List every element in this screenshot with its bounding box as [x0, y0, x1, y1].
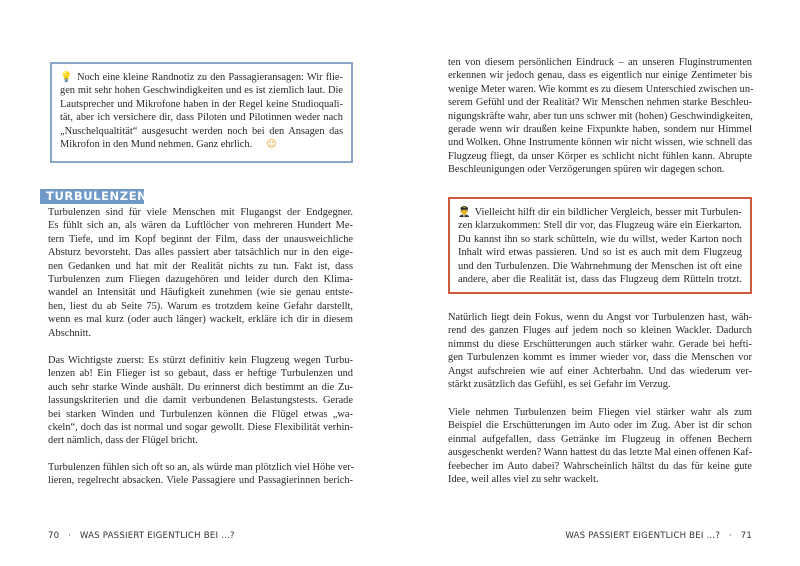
text-line	[448, 338, 752, 351]
text-line	[48, 327, 353, 340]
text-line	[448, 378, 752, 391]
page-footer	[565, 531, 752, 541]
text-line-content: Vielleicht hilft dir ein bildlicher Vergleich, besser mit Turbulen-	[474, 207, 742, 218]
pilot-icon: 👨‍✈️	[458, 207, 471, 218]
text-line	[448, 406, 752, 419]
text-line	[448, 324, 752, 337]
text-line-content: Turbulenzen fühlen sich oft so an, als würde man plötzlich viel Höhe ver-	[48, 462, 355, 473]
text-line-content: gen Turbulenzen kommt es immer wieder vor, dass die Menschen vor	[448, 352, 752, 364]
text-line	[458, 206, 742, 219]
text-line	[48, 461, 353, 474]
text-line	[60, 138, 343, 151]
text-line	[448, 83, 752, 96]
text-line-content: feebecher im Auto dabei? Wahrscheinlich hältst du das für keine gute	[448, 460, 752, 472]
text-line-content: wandel an Intensität und Häufigkeit zunehmen (wie sie genau entste-	[48, 287, 353, 299]
paragraph	[48, 206, 353, 340]
footer-separator: ·	[728, 531, 732, 541]
paragraph	[48, 461, 353, 488]
text-line	[60, 125, 343, 138]
text-line	[48, 474, 353, 487]
text-line-content: auch sehr starke Winde aushält. Du erinnerst dich bestimmt an die Zu-	[48, 381, 353, 393]
text-line-content: ckeln“, doch das ist normal und sogar gewollt. Diese Flexibilität verhin-	[48, 422, 353, 434]
text-line-content: hen, liest du ab Seite 75). Warum es trotzdem keine Gefahr darstellt,	[48, 300, 353, 312]
text-line	[458, 260, 742, 273]
text-line	[448, 419, 752, 432]
paragraph	[448, 406, 752, 486]
text-line-content: Du kannst ihn so stark schütteln, wie du willst, weder Karton noch	[458, 233, 742, 245]
text-line	[448, 460, 752, 473]
text-line-content: Das Wichtigste zuerst: Es stürzt definitiv kein Flugzeug wegen Turbu-	[48, 355, 353, 366]
paragraph	[448, 56, 752, 177]
page-number: 70	[48, 531, 60, 541]
paragraph	[48, 354, 353, 448]
running-title: WAS PASSIERT EIGENTLICH BEI …?	[565, 531, 721, 541]
text-line-content: serem Gefühl und der Realität? Wir Menschen nehmen starke Beschleu-	[448, 97, 752, 109]
text-line	[48, 394, 353, 407]
text-line-content: Viele nehmen Turbulenzen beim Fliegen viel stärker wahr als zum	[448, 407, 752, 418]
text-line-content: Turbulenzen zum Fliegen dazugehören und leider durch den Klima-	[48, 274, 353, 286]
text-line	[60, 98, 343, 111]
text-line	[48, 354, 353, 367]
text-line	[458, 246, 742, 259]
text-line	[60, 71, 343, 84]
text-line	[458, 219, 742, 232]
text-line	[448, 311, 752, 324]
text-line-content: Idee, weil alles viel zu sehr wackelt.	[448, 474, 599, 486]
footer-separator: ·	[68, 531, 72, 541]
text-line-content: einmal aufgefallen, dass Getränke im Flugzeug in offenen Bechern	[448, 433, 752, 445]
text-line	[448, 365, 752, 378]
text-line-content: bei starken Winden und Turbulenzen können die Flügel etwas „wa-	[48, 408, 353, 420]
pilot-tip-box	[448, 197, 752, 294]
text-line	[48, 367, 353, 380]
lightbulb-icon: 💡	[60, 72, 73, 83]
text-line-content: gen mit sehr hohen Geschwindigkeiten und es ist ziemlich laut. Die	[60, 85, 343, 97]
text-line	[48, 408, 353, 421]
text-line	[448, 163, 752, 176]
text-line-content: lenzen ab! Ein Flieger ist so gebaut, dass er heftige Turbulenzen und	[48, 368, 353, 380]
text-line	[448, 96, 752, 109]
text-line	[60, 84, 343, 97]
text-line-content: Noch eine kleine Randnotiz zu den Passagieransagen: Wir flie-	[76, 72, 344, 83]
text-line	[48, 313, 353, 326]
text-line-content: dert nämlich, dass der Flügel bricht.	[48, 435, 198, 447]
text-line	[48, 219, 353, 232]
page-footer	[48, 531, 235, 541]
text-line	[448, 56, 752, 69]
text-line-content: Mikrofon in den Mund nehmen. Ganz ehrlich.	[60, 139, 253, 151]
text-line-content: „Nuschelqualtität“ ausgesucht werden noch bei den Ansagen das	[60, 125, 343, 137]
text-line	[48, 246, 353, 259]
text-line-content: und den Turbulenzen. Die Wahrnehmung der Menschen ist oft eine	[458, 260, 742, 272]
text-line-content: erkennen wir jedoch genau, dass es eigentlich nur einige Zentimeter bis	[448, 70, 752, 82]
text-line	[448, 433, 752, 446]
text-line	[48, 286, 353, 299]
text-line-content: gerade wenn wir draußen keine Fixpunkte haben, sondern nur Himmel	[448, 124, 752, 136]
text-line-content: ausgeschenkt werden? Wann hattest du das letzte Mal einen offenen Kaf-	[448, 447, 753, 459]
text-line-content: ten von diesem persönlichen Eindruck – an unseren Fluginstrumenten	[448, 57, 752, 68]
text-line-content: und Wolken. Ohne Instrumente können wir nicht wissen, wie schnell das	[448, 137, 752, 149]
text-line	[60, 111, 343, 124]
text-line-content: Beispiel die Erschütterungen im Auto oder im Zug. Aber ist dir schon	[448, 420, 752, 432]
text-line-content: lassungskriterien und die damit verbundenen Belastungstests. Gerade	[48, 395, 353, 407]
text-line-content: lieren, regelrecht absacken. Viele Passagiere und Passagierinnen berich-	[48, 475, 353, 487]
paragraph	[448, 311, 752, 391]
text-line	[48, 381, 353, 394]
text-line	[48, 233, 353, 246]
text-line-content: Beschleunigungen oder Verzögerungen spüren wir dagegen schon.	[448, 164, 725, 176]
text-line	[48, 273, 353, 286]
text-line	[448, 123, 752, 136]
running-title: WAS PASSIERT EIGENTLICH BEI …?	[79, 531, 235, 541]
text-line	[48, 206, 353, 219]
text-line-content: Lautsprecher und Mikrofone haben in der Regel keine Studioquali-	[60, 98, 343, 110]
text-line	[458, 233, 742, 246]
text-line	[448, 110, 752, 123]
text-line-content: Natürlich liegt dein Fokus, wenn du Angst vor Turbulenzen hast, wäh-	[448, 312, 752, 323]
text-line-content: Angst aufschreien wie auf einer Achterbahn. Und das wiederum ver-	[448, 365, 752, 377]
text-line	[448, 150, 752, 163]
text-line	[48, 421, 353, 434]
text-line-content: rend des ganzen Fluges auf jedem noch so kleinen Wackler. Dadurch	[448, 325, 752, 337]
section-heading: TURBULENZEN	[40, 189, 144, 204]
text-line	[48, 434, 353, 447]
text-line-content: wenige Meter waren. Wie kommt es zu diesem Unterschied zwischen un-	[448, 83, 754, 95]
text-line	[48, 300, 353, 313]
text-line-content: Abschnitt.	[48, 327, 92, 339]
winking-face-icon: 😉	[266, 139, 277, 151]
text-line-content: nen Gedanken und hat mit der Realität nichts zu tun. Fakt ist, dass	[48, 260, 353, 272]
text-line-content: zen klarzukommen: Stell dir vor, das Flugzeug wäre ein Eierkarton.	[458, 220, 742, 232]
text-line-content: wenn es mal kurz (oder auch länger) wackelt, erkläre ich dir in diesem	[48, 314, 353, 326]
text-line	[458, 273, 742, 286]
text-line	[448, 69, 752, 82]
text-line-content: andere, aber die Realität ist, dass das Flugzeug dem Rütteln trotzt.	[458, 274, 742, 286]
text-line	[448, 473, 752, 486]
text-line-content: stärkt zusätzlich das Gefühl, es sei Gefahr im Verzug.	[448, 379, 671, 391]
tip-box	[50, 62, 353, 163]
right-page	[400, 0, 800, 566]
text-line-content: nigungskräfte wahr, aber tun uns schwer mit (hohen) Geschwindigkeiten,	[448, 110, 753, 122]
text-line-content: Flugzeug fliegt, da unser Körper es schlicht nicht fühlen kann. Abrupte	[448, 150, 752, 162]
text-line-content: nimmst du diese Erschütterungen auch stärker wahr. Gerade bei hefti-	[448, 338, 752, 350]
text-line	[448, 351, 752, 364]
text-line	[448, 136, 752, 149]
text-line-content: tern Tiefe, und im Kopf beginnt der Film, dass der unausweichliche	[48, 233, 353, 245]
text-line-content: Es fühlt sich an, als wären da Luftlöcher von mehreren Hundert Me-	[48, 220, 353, 232]
text-line	[48, 260, 353, 273]
text-line-content: Absturz bevorsteht. Das alles passiert aber tatsächlich nur in den eige-	[48, 247, 353, 259]
text-line	[448, 446, 752, 459]
text-line-content: Turbulenzen sind für viele Menschen mit Flugangst der Endgegner.	[48, 207, 353, 218]
page-number: 71	[740, 531, 752, 541]
text-line-content: tät, aber ich versichere dir, dass Piloten und Pilotinnen weder nach	[60, 112, 343, 124]
text-line-content: Inhalt wird etwas passieren. Und so ist es auch mit dem Flugzeug	[458, 247, 742, 259]
